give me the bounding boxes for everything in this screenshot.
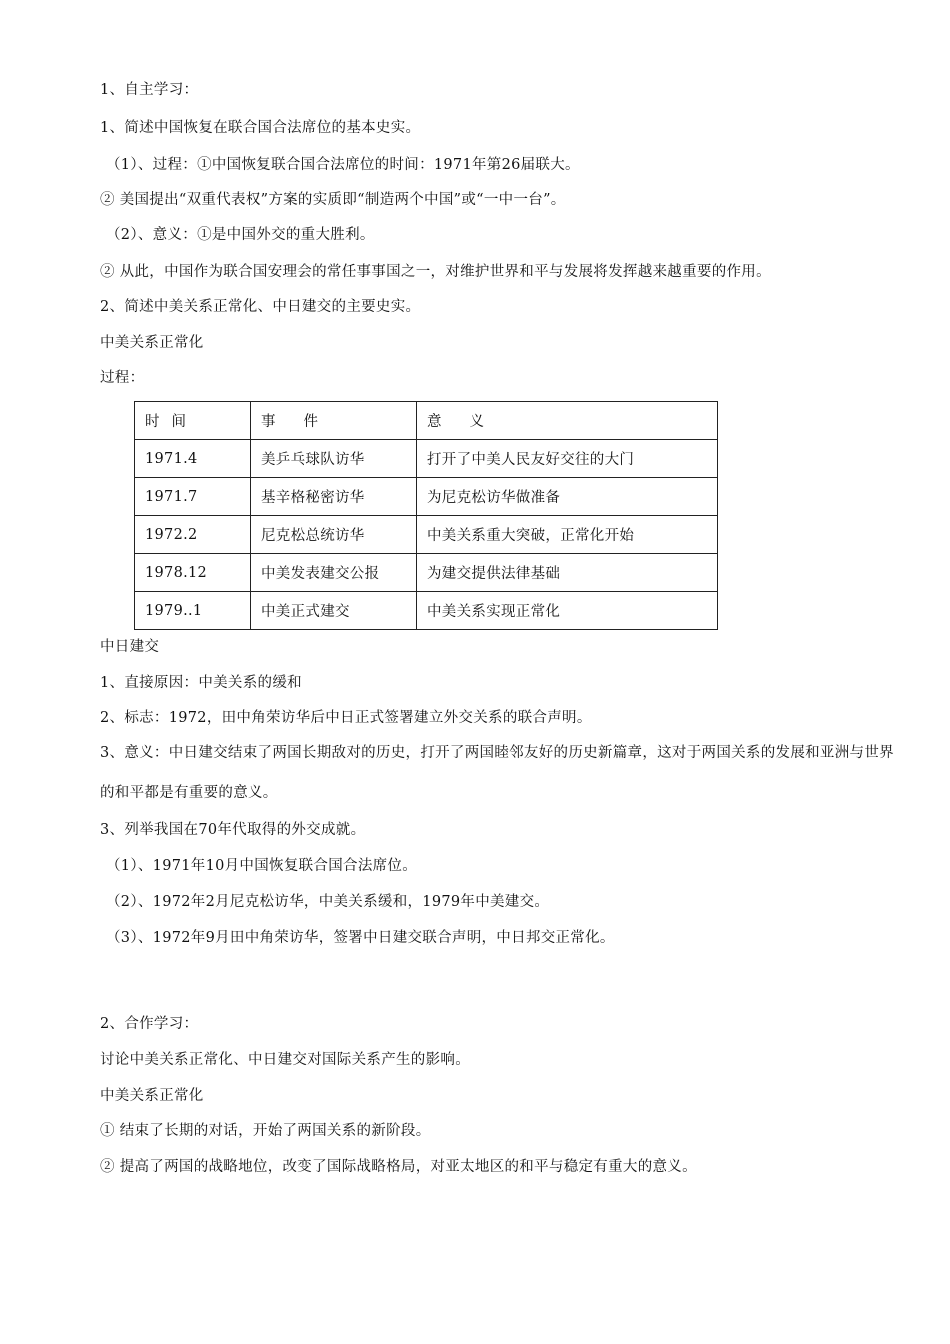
table-row xyxy=(135,478,718,516)
q3-item-1: （1）、1971年10月中国恢复联合国合法席位。 xyxy=(106,858,418,874)
q3-item-3: （3）、1972年9月田中角荣访华，签署中日建交联合声明，中日邦交正常化。 xyxy=(106,930,615,946)
sino-us-heading: 中美关系正常化 xyxy=(100,335,204,351)
sino-japan-reason: 1、直接原因：中美关系的缓和 xyxy=(100,675,302,691)
table-cell-time: 1971.7 xyxy=(135,478,251,516)
table-cell-time: 1971.4 xyxy=(135,440,251,478)
table-cell-time: 1972.2 xyxy=(135,516,251,554)
self-study-heading: 1、自主学习： xyxy=(100,82,199,98)
q1-meaning-2: ② 从此，中国作为联合国安理会的常任事事国之一，对维护世界和平与发展将发挥越来越重要的作用。 xyxy=(100,264,771,280)
q1-meaning: （2）、意义：①是中国外交的重大胜利。 xyxy=(106,227,375,243)
table-row xyxy=(135,440,718,478)
cooperative-answer-1: ① 结束了长期的对话，开始了两国关系的新阶段。 xyxy=(100,1123,431,1139)
table-header-event: 事件 xyxy=(251,402,417,440)
question-1: 1、简述中国恢复在联合国合法席位的基本史实。 xyxy=(100,120,421,136)
question-3: 3、列举我国在70年代取得的外交成就。 xyxy=(100,822,366,838)
cooperative-study-heading: 2、合作学习： xyxy=(100,1016,199,1032)
table-cell-event: 基辛格秘密访华 xyxy=(251,478,417,516)
sino-japan-heading: 中日建交 xyxy=(100,639,160,655)
table-header-row xyxy=(135,402,718,440)
table-cell-event: 中美正式建交 xyxy=(251,592,417,630)
sino-japan-meaning: 3、意义：中日建交结束了两国长期敌对的历史，打开了两国睦邻友好的历史新篇章，这对于两国关系的发展和亚洲与世界的和平都是有重要的意义。 xyxy=(100,745,894,801)
table-cell-time: 1978.12 xyxy=(135,554,251,592)
sino-japan-mark: 2、标志：1972，田中角荣访华后中日正式签署建立外交关系的联合声明。 xyxy=(100,710,592,726)
table-cell-meaning: 中美关系重大突破，正常化开始 xyxy=(417,516,718,554)
cooperative-subheading: 中美关系正常化 xyxy=(100,1088,204,1104)
q1-process-2: ② 美国提出“双重代表权”方案的实质即“制造两个中国”或“一中一台”。 xyxy=(100,192,566,208)
cooperative-answer-2: ② 提高了两国的战略地位，改变了国际战略格局，对亚太地区的和平与稳定有重大的意义。 xyxy=(100,1159,697,1175)
table-cell-meaning: 打开了中美人民友好交往的大门 xyxy=(417,440,718,478)
q1-process: （1）、过程：①中国恢复联合国合法席位的时间：1971年第26届联大。 xyxy=(106,157,580,173)
table-cell-time: 1979..1 xyxy=(135,592,251,630)
table-cell-meaning: 中美关系实现正常化 xyxy=(417,592,718,630)
table-cell-meaning: 为建交提供法律基础 xyxy=(417,554,718,592)
question-2: 2、简述中美关系正常化、中日建交的主要史实。 xyxy=(100,299,421,315)
table-header-meaning: 意义 xyxy=(417,402,718,440)
table-row xyxy=(135,554,718,592)
table-cell-meaning: 为尼克松访华做准备 xyxy=(417,478,718,516)
table-cell-event: 美乒乓球队访华 xyxy=(251,440,417,478)
table-cell-event: 尼克松总统访华 xyxy=(251,516,417,554)
table-row xyxy=(135,592,718,630)
table-cell-event: 中美发表建交公报 xyxy=(251,554,417,592)
table-header-time: 时间 xyxy=(135,402,251,440)
table-row xyxy=(135,516,718,554)
history-table xyxy=(134,401,718,630)
q3-item-2: （2）、1972年2月尼克松访华，中美关系缓和，1979年中美建交。 xyxy=(106,894,550,910)
cooperative-question: 讨论中美关系正常化、中日建交对国际关系产生的影响。 xyxy=(100,1052,470,1068)
process-label: 过程： xyxy=(100,370,145,386)
